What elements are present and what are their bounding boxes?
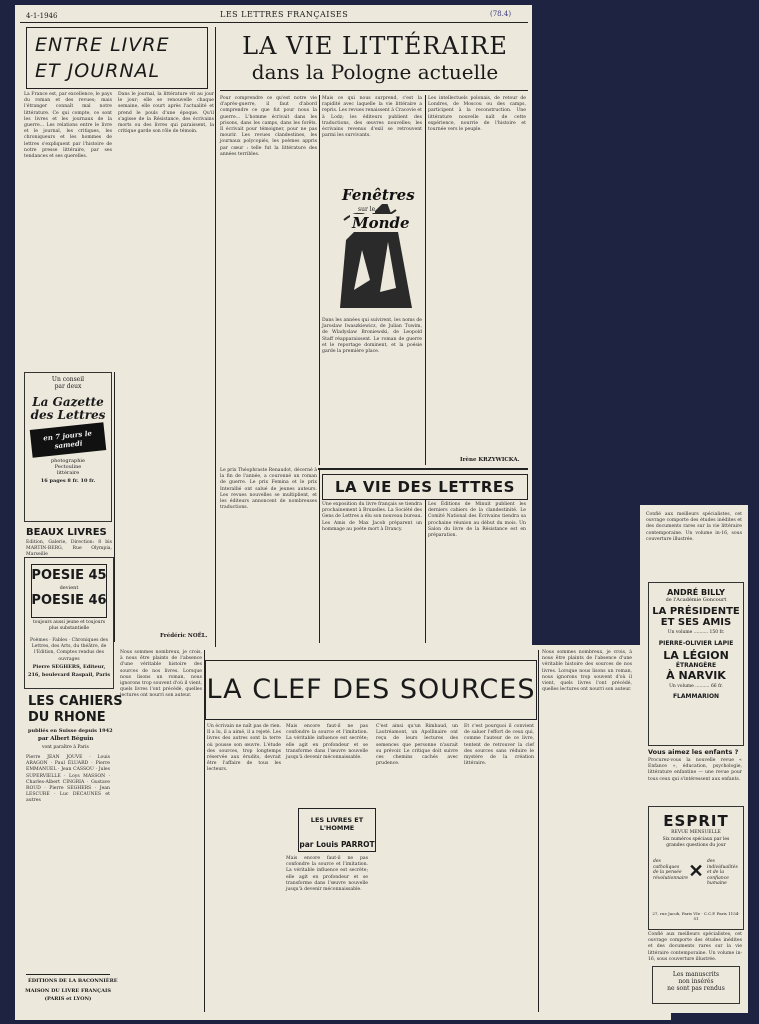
column-divider: [319, 468, 320, 643]
vie-litteraire-col4: Les intellectuels polonais, de retour de Londres, de Moscou ou des camps, participent à la reconstruction. Une littérature nouvelle naît de cette expérience, nourrie de l'histoire et tournée vers le peuple.: [428, 96, 526, 133]
poesie-publisher: Pierre SEGHERS, Editeur,: [32, 664, 106, 670]
poesie-tagline: toujours aussi jeune et toujours plus substantielle: [32, 620, 106, 631]
entre-livre-title-line2: ET JOURNAL: [35, 60, 161, 82]
andre-billy: ANDRÉ BILLY: [667, 588, 725, 597]
clef-col3b: Mais encore faut-il ne pas confondre la source et l'imitation. La véritable influence est secrète; elle agit en profondeur et se transforme dans l'œuvre nouvelle jusqu'à devenir méconnaissable.: [286, 856, 368, 893]
masthead: LES LETTRES FRANÇAISES: [220, 10, 349, 19]
poesie-ad: [24, 557, 114, 689]
esprit-cross: ✕: [688, 861, 704, 882]
esprit-ad: [648, 806, 744, 930]
enfants-title: Vous aimez les enfants ?: [648, 748, 739, 756]
entre-livre-title-line1: ENTRE LIVRE: [35, 34, 170, 56]
column-divider: [204, 650, 205, 1012]
livres-homme-author: par Louis PARROT: [299, 840, 375, 849]
poesie-text: Poèmes · Fables · Chroniques des Lettres, des Arts, du théâtre, de l'Edition, Comptes rendus des ouvrages: [30, 638, 108, 662]
vie-des-lettres-col3: Les Éditions de Minuit publient les derniers cahiers de la clandestinité. Le Comité National des Écrivains tiendra sa prochaine réunion au début du mois. Un Salon du livre de la Résistance est en préparation.: [428, 502, 526, 539]
cahiers-subtitle: publiés en Suisse depuis 1942: [28, 728, 113, 734]
column-divider: [215, 27, 216, 647]
poesie-address: 216, boulevard Raspail, Paris: [27, 672, 111, 678]
livres-homme-title: LES LIVRES ET L'HOMME: [310, 816, 364, 832]
beaux-livres-text: Edition, Galerie, Direction: 8 bis MARTIN-BERG, Rue Olympia, Marseille: [26, 540, 112, 558]
entre-livre-signature: Frédéric NOËL.: [160, 633, 208, 639]
clef-title: LA CLEF DES SOURCES: [206, 674, 536, 705]
vie-litteraire-col3: Dans les années qui suivirent, les noms de Jaroslaw Iwaszkiewicz, de Julian Tuwim, de Wladyslaw Broniewski, de Leopold Staff réapparaissent. Le roman de guerre et le reportage dominent, et la poésie garde la première place.: [322, 318, 422, 355]
vie-litteraire-col2: Mais ce qui nous surprend, c'est la rapidité avec laquelle la vie littéraire a repris. Les revues renaissent à Cracovie et à Lodz; les éditeurs publient des traductions, des œuvres nouvelles; les écrivains revenus d'exil se retrouvent parmi les survivants.: [322, 96, 422, 139]
gazette-slogan: en 7 jours le samedi: [30, 422, 107, 458]
poesie-devient: devient: [59, 585, 79, 591]
manuscrits-line3: ne sont pas rendus: [667, 985, 725, 992]
issue-date: 4-1-1946: [26, 12, 58, 20]
vie-des-lettres-title-box: [322, 474, 528, 500]
flammarion-ad: [648, 582, 744, 746]
column-divider: [425, 95, 426, 465]
right-note: Confié aux meilleurs spécialistes, cet ouvrage comporte des études inédites et des documents rares sur la vie littéraire contemporaine. Un volume in-16, sous couverture illustrée.: [646, 512, 742, 542]
column-divider: [114, 372, 115, 642]
header-rule: [20, 22, 528, 23]
manuscrits-box: [652, 966, 740, 1004]
cahiers-title2: DU RHONE: [28, 710, 106, 725]
gazette-logo: La Gazette des Lettres: [30, 395, 106, 422]
clef-title-box: [205, 660, 537, 720]
esprit-footer: 27, rue Jacob, Paris VIe · C.C.P. Paris 1154-51: [652, 911, 740, 921]
presidente-line2: ET SES AMIS: [660, 617, 732, 628]
lapie: PIERRE-OLIVIER LAPIE: [658, 640, 734, 647]
clef-col2: Un écrivain ne naît pas de rien. Il a lu, il a aimé, il a rejeté. Les livres des autres sont la terre où pousse son œuvre. L'étude des sources, trop longtemps réservée aux érudits, devrait être l'affaire de tous les lecteurs.: [207, 724, 281, 773]
cahiers-list: Pierre JEAN JOUVE · Louis ARAGON · Paul ÉLUARD · Pierre EMMANUEL · Jean CASSOU · Jules SUPERVIELLE · Loys MASSON · Charles-Albert CINGRIA · Gustave ROUD · Pierre SEGHERS · Jean LESCURE · Luc DECAUNES et autres: [26, 755, 110, 804]
right-clipping-text: Confié aux meilleurs spécialistes, cet ouvrage comporte des études inédites et des documents rares sur la vie littéraire contemporaine. Un volume in-16, sous couverture illustrée.: [648, 932, 742, 962]
cahiers-rule: [26, 974, 110, 975]
clef-col3: Mais encore faut-il ne pas confondre la source et l'imitation. La véritable influence est secrète; elle agit en profondeur et se transforme dans l'œuvre nouvelle jusqu'à devenir méconnaissable.: [286, 724, 368, 761]
cahiers-title1: LES CAHIERS: [28, 694, 123, 709]
manuscrits-line1: Les manuscrits: [672, 971, 720, 978]
esprit-right: des individualités et de la confiance humaine: [707, 859, 738, 886]
cahiers-footer1: ÉDITIONS DE LA BACONNIÈRE: [28, 978, 118, 984]
entre-livre-body: La France est, par excellence, le pays du roman et des revues; mais l'étranger connaît mal notre littérature. Ce qui compte, ce sont les livres et les journaux de la guerre... Les relations entre le livre et le journal, les critiques, les chroniqueurs et les hommes de lettres s'expliquent par l'histoire de notre presse littéraire, par ses tendances et ses querelles.: [24, 92, 112, 160]
clef-col5: Et c'est pourquoi il convient de saluer l'effort de ceux qui, comme l'auteur de ce livre, tentent de retrouver la clef des sources sans réduire le mystère de la création littéraire.: [464, 724, 534, 767]
section-rule: [318, 468, 528, 470]
livres-homme-box: [298, 808, 376, 852]
poesie-title-45: POESIE 45: [31, 568, 107, 583]
gazette-ad-line2: par deux: [54, 383, 82, 390]
woodcut-title1: Fenêtres: [342, 186, 415, 204]
cahiers-sub2: vont paraître à Paris: [42, 745, 89, 750]
vie-des-lettres-col2: Une exposition du livre français se tiendra prochainement à Bruxelles. La Société des Gens de Lettres a élu son nouveau bureau. Les Amis de Max Jacob préparent un hommage au poète mort à Drancy.: [322, 502, 422, 532]
vie-litteraire-signature: Irène KRZYWICKA.: [460, 457, 520, 463]
vie-litteraire-col1: Pour comprendre ce qu'est notre vie d'après-guerre, il faut d'abord comprendre ce que fut pour nous la guerre... L'homme écrivait dans les prisons, dans les camps, dans les forêts. Il écrivait pour témoigner, pour ne pas mourir. Les revues clandestines, les journaux polycopiés, les poèmes appris par cœur : telle fut la littérature des années terribles.: [220, 96, 317, 157]
gazette-ad-line1: Un conseil: [51, 376, 85, 383]
legion-line1: LA LÉGION: [663, 649, 729, 662]
vie-litteraire-subtitle: dans la Pologne actuelle: [251, 60, 499, 84]
woodcut-title2: sur le: [358, 206, 376, 213]
esprit-sub: REVUE MENSUELLE: [671, 830, 721, 835]
cahiers-editor: par Albert Béguin: [38, 736, 94, 742]
vie-des-lettres-title: LA VIE DES LETTRES: [335, 478, 515, 496]
volume-price2: Un volume .......... 66 fr.: [669, 684, 723, 689]
column-divider: [425, 500, 426, 643]
clef-col1: Nous sommes nombreux, je crois, à nous être plaints de l'absence d'une véritable histoire des sources de nos livres. Lorsque nous lisons un roman, nous ignorons trop souvent d'où il vient, quels livres l'ont précédé, quelles lectures ont nourri son auteur.: [120, 650, 202, 699]
woodcut-illustration: [336, 180, 416, 312]
legion-line3: À NARVIK: [666, 669, 726, 682]
manuscrits-line2: non insérés: [678, 978, 714, 985]
beaux-livres-title: BEAUX LIVRES: [26, 527, 107, 538]
volume-price1: Un volume .......... 150 fr.: [667, 630, 725, 635]
enfants-text: Procurez-vous la nouvelle revue « Enfance », éducation, psychologie, littérature enfantine — une revue pour tous ceux qui s'intéressent aux enfants.: [648, 758, 742, 782]
column-divider: [319, 95, 320, 465]
esprit-left: des catholiques de la pensée révolutionnaire: [653, 859, 689, 881]
clef-col6: Nous sommes nombreux, je crois, à nous être plaints de l'absence d'une véritable histoire des sources de nos livres. Lorsque nous lisons un roman, nous ignorons trop souvent d'où il vient, quels livres l'ont précédé, quelles lectures ont nourri son auteur.: [542, 650, 632, 693]
flammarion: FLAMMARION: [672, 693, 720, 700]
esprit-title: ESPRIT: [663, 812, 729, 830]
gazette-footer1: photographie: [50, 458, 85, 464]
cahiers-footer3: (PARIS et LYON): [44, 996, 92, 1002]
vie-litteraire-title: LA VIE LITTÉRAIRE: [242, 32, 508, 60]
legion-line2: ÉTRANGÈRE: [675, 662, 717, 669]
gazette-footer3: littéraire: [56, 470, 80, 476]
esprit-sub2: Six numéros spéciaux par les grandes questions du jour: [662, 837, 730, 848]
title-rule: [220, 90, 528, 91]
vie-des-lettres-col1: Le prix Théophraste Renaudot, décerné à la fin de l'année, a couronné un roman de guerre. Le prix Femina et le prix Interallié ont salué de jeunes auteurs. Les revues nouvelles se multiplient, et les éditeurs annoncent de nombreuses traductions.: [220, 468, 317, 511]
clef-col4: C'est ainsi qu'un Rimbaud, un Lautréamont, un Apollinaire ont reçu de leurs lectures des semences que personne n'aurait su prévoir. Le critique doit suivre ces chemins cachés avec prudence.: [376, 724, 458, 767]
gazette-ad: [24, 372, 112, 522]
poesie-title-46: POESIE 46: [31, 593, 107, 608]
academie-goncourt: de l'Académie Goncourt: [665, 597, 727, 603]
entre-livre-body-col2: Dans le journal, la littérature vit au jour le jour; elle se renouvelle chaque semaine, elle court après l'actualité et prend le pouls d'une époque. Qu'il s'agisse de la Résistance, des écrivains morts ou des livres qui paraissent, la critique garde son rôle de témoin.: [118, 92, 214, 135]
gazette-price: 16 pages 8 fr. 10 fr.: [40, 478, 96, 484]
cahiers-footer2: MAISON DU LIVRE FRANÇAIS: [25, 988, 111, 994]
entre-livre-title-box: [26, 27, 208, 89]
presidente-line1: LA PRÉSIDENTE: [652, 606, 740, 617]
page-number: (78.4): [490, 10, 512, 18]
gazette-footer2: Pectouline: [54, 464, 82, 470]
woodcut-title3: Monde: [352, 214, 410, 232]
column-divider: [538, 650, 539, 1012]
